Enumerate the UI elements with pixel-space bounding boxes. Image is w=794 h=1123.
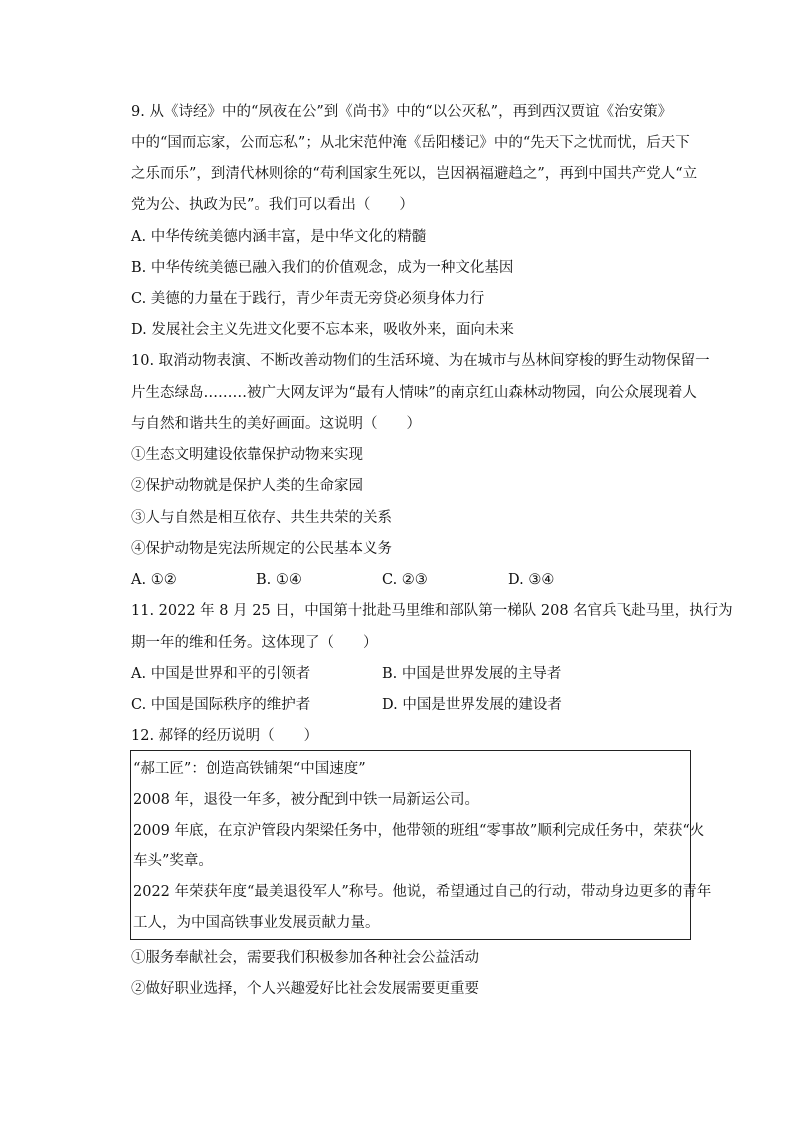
q9-stem-line-4: 党为公、执政为民”。我们可以看出（ ） [131, 197, 414, 213]
q9-stem-line-1: 9. 从《诗经》中的“夙夜在公”到《尚书》中的“以公灭私”，再到西汉贾谊《治安策》 [131, 104, 673, 120]
q10-option-b: B. ①④ [256, 572, 302, 588]
q10-option-d: D. ③④ [508, 572, 555, 588]
q10-statement-1: ①生态文明建设依靠保护动物来实现 [131, 447, 363, 463]
q12-material-title: “郝工匠”：创造高铁铺架“中国速度” [133, 761, 366, 777]
q10-option-c: C. ②③ [382, 572, 428, 588]
q12-statement-1: ①服务奉献社会，需要我们积极参加各种社会公益活动 [131, 950, 479, 966]
q12-material-box [130, 750, 712, 940]
q10-stem-line-3: 与自然和谐共生的美好画面。这说明（ ） [131, 416, 421, 432]
q12-stem: 12. 郝铎的经历说明（ ） [131, 728, 319, 744]
q12-material-line-4: 2022 年荣获年度“最美退役军人”称号。他说，希望通过自己的行动，带动身边更多的青年 [133, 884, 712, 900]
q10-statement-2: ②保护动物就是保护人类的生命家园 [131, 478, 363, 494]
q10-statement-4: ④保护动物是宪法所规定的公民基本义务 [131, 541, 392, 557]
q10-stem-line-1: 10. 取消动物表演、不断改善动物们的生活环境、为在城市与丛林间穿梭的野生动物保留一 [131, 353, 710, 369]
q11-option-d: D. 中国是世界发展的建设者 [382, 697, 562, 713]
q9-option-d: D. 发展社会主义先进文化要不忘本来，吸收外来，面向未来 [131, 322, 514, 338]
q11-option-a: A. 中国是世界和平的引领者 [131, 666, 311, 682]
q10-stem-line-2: 片生态绿岛………被广大网友评为“最有人情味”的南京红山森林动物园，向公众展现着人 [131, 385, 697, 401]
q10-option-a: A. ①② [131, 572, 177, 588]
q9-stem-line-3: 之乐而乐”，到清代林则徐的“苟利国家生死以，岂因祸福避趋之”，再到中国共产党人“立 [131, 166, 698, 182]
q12-material-line-2: 2009 年底，在京沪管段内架梁任务中，他带领的班组“零事故”顺利完成任务中，荣获“火 [133, 823, 705, 839]
q12-material-line-1: 2008 年，退役一年多，被分配到中铁一局新运公司。 [133, 792, 480, 808]
q9-stem-line-2: 中的“国而忘家，公而忘私”；从北宋范仲淹《岳阳楼记》中的“先天下之忧而忧，后天下 [131, 135, 690, 151]
q11-stem-line-2: 期一年的维和任务。这体现了（ ） [131, 635, 378, 651]
q12-statement-2: ②做好职业选择，个人兴趣爱好比社会发展需要更重要 [131, 981, 479, 997]
q10-statement-3: ③人与自然是相互依存、共生共荣的关系 [131, 510, 392, 526]
q11-option-c: C. 中国是国际秩序的维护者 [131, 697, 311, 713]
q9-option-a: A. 中华传统美德内涵丰富，是中华文化的精髓 [131, 229, 427, 245]
q11-option-b: B. 中国是世界发展的主导者 [382, 666, 562, 682]
q9-option-c: C. 美德的力量在于践行，青少年责无旁贷必须身体力行 [131, 291, 485, 307]
q12-material-line-5: 工人，为中国高铁事业发展贡献力量。 [133, 915, 380, 931]
q12-material-line-3: 车头”奖章。 [133, 853, 213, 869]
q11-stem-line-1: 11. 2022 年 8 月 25 日，中国第十批赴马里维和部队第一梯队 208 名官兵飞赴马里，执行为 [131, 603, 733, 619]
q9-option-b: B. 中华传统美德已融入我们的价值观念，成为一种文化基因 [131, 260, 514, 276]
